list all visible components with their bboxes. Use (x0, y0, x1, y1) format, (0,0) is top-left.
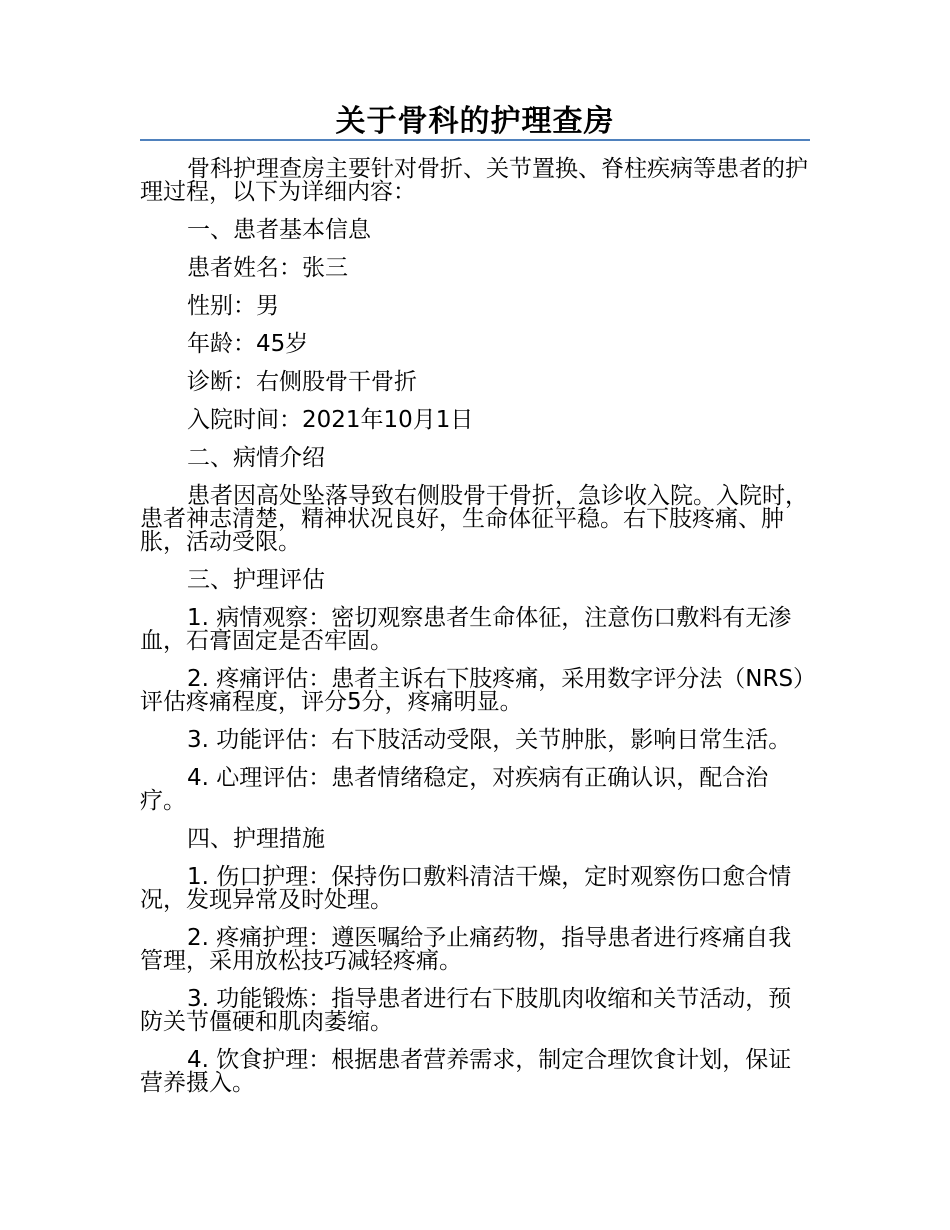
section-heading-condition: 二、病情介绍 (187, 445, 325, 471)
title-underline (140, 139, 810, 141)
measure-item: 4. 饮食护理：根据患者营养需求，制定合理饮食计划，保证营养摄入。 (140, 1047, 792, 1096)
assessment-item: 4. 心理评估：患者情绪稳定，对疾病有正确认识，配合治疗。 (140, 765, 769, 814)
patient-age: 年龄：45岁 (187, 331, 309, 357)
assessment-item: 3. 功能评估：右下肢活动受限，关节肿胀，影响日常生活。 (187, 727, 792, 753)
patient-diagnosis: 诊断：右侧股骨干骨折 (187, 369, 417, 395)
intro-paragraph: 骨科护理查房主要针对骨折、关节置换、脊柱疾病等患者的护理过程，以下为详细内容： (140, 156, 808, 205)
section-heading-patient-info: 一、患者基本信息 (187, 217, 371, 243)
document-title: 关于骨科的护理查房 (335, 104, 615, 139)
document-body (140, 158, 810, 1110)
section-heading-measures: 四、护理措施 (187, 826, 325, 852)
section-heading-assessment: 三、护理评估 (187, 567, 325, 593)
measure-item: 2. 疼痛护理：遵医嘱给予止痛药物，指导患者进行疼痛自我管理，采用放松技巧减轻疼痛。 (140, 925, 792, 974)
assessment-item: 2. 疼痛评估：患者主诉右下肢疼痛，采用数字评分法（NRS）评估疼痛程度，评分5分，疼痛明显。 (140, 666, 805, 715)
assessment-item: 1. 病情观察：密切观察患者生命体征，注意伤口敷料有无渗血，石膏固定是否牢固。 (140, 605, 792, 654)
measure-item: 1. 伤口护理：保持伤口敷料清洁干燥，定时观察伤口愈合情况，发现异常及时处理。 (140, 864, 792, 913)
condition-paragraph: 患者因高处坠落导致右侧股骨干骨折，急诊收入院。入院时，患者神志清楚，精神状况良好，生命体征平稳。右下肢疼痛、肿胀，活动受限。 (140, 483, 808, 555)
patient-gender: 性别：男 (187, 293, 279, 319)
measure-item: 3. 功能锻炼：指导患者进行右下肢肌肉收缩和关节活动，预防关节僵硬和肌肉萎缩。 (140, 986, 792, 1035)
admission-date: 入院时间：2021年10月1日 (187, 407, 474, 433)
patient-name: 患者姓名：张三 (187, 255, 348, 281)
